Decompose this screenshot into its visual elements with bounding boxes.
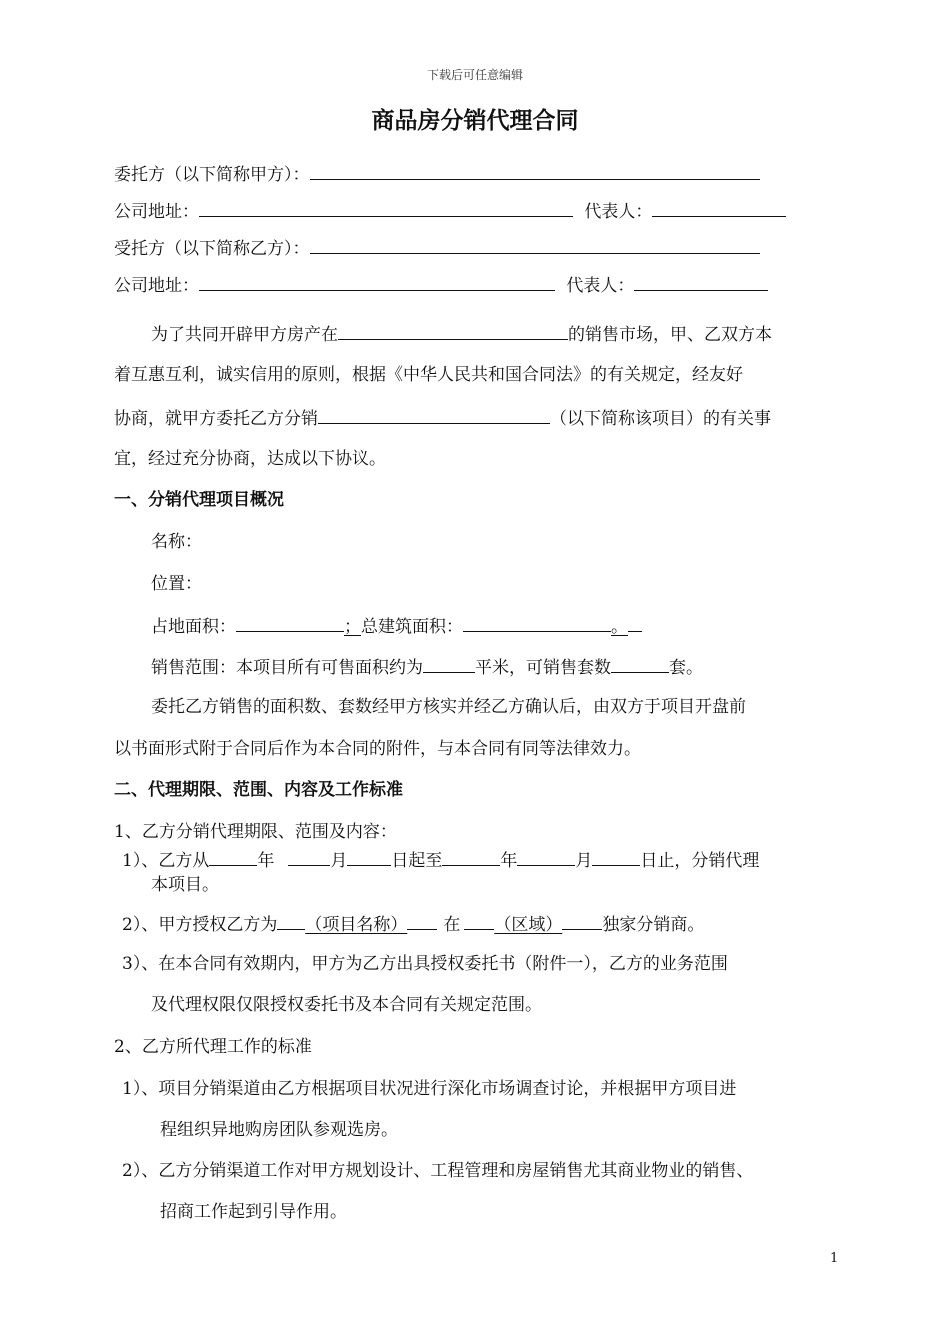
- region-placeholder: （区域）: [494, 915, 563, 935]
- intro-line-3: [114, 406, 771, 430]
- section-2-heading: 二、代理期限、范围、内容及工作标准: [114, 780, 403, 800]
- client-line: [114, 162, 760, 186]
- item-1-1-line-1: [122, 848, 759, 872]
- client-blank: [310, 162, 760, 180]
- market-blank: [338, 322, 568, 340]
- item-text: 在: [443, 915, 461, 935]
- item-2-2-line-1: 2）、乙方分销渠道工作对甲方规划设计、工程管理和房屋销售尤其商业物业的销售、: [122, 1161, 754, 1181]
- intro-line-2: 着互惠互利，诚实信用的原则，根据《中华人民共和国合同法》的有关规定，经友好: [114, 365, 743, 385]
- client-label: 委托方（以下简称甲方）：: [114, 165, 310, 185]
- project-blank: [318, 406, 550, 424]
- client-address-label: 公司地址：: [114, 202, 199, 222]
- item-text: 日止，分销代理: [640, 851, 760, 871]
- sales-text: 平米，可销售套数: [475, 658, 611, 678]
- item-text: 年: [500, 851, 518, 871]
- agent-blank: [310, 236, 760, 254]
- start-year-blank: [209, 848, 257, 866]
- sales-text: 套。: [669, 658, 703, 678]
- item-2-2-line-2: 招商工作起到引导作用。: [160, 1202, 347, 1222]
- section-1-para-line-2: 以书面形式附于合同后作为本合同的附件，与本合同有同等法律效力。: [114, 739, 641, 759]
- sales-units-blank: [611, 655, 669, 673]
- item-2-1-line-2: 程组织异地购房团队参观选房。: [160, 1120, 398, 1140]
- area-blank: [236, 614, 344, 632]
- item-1-3-line-2: 及代理权限仅限授权委托书及本合同有关规定范围。: [151, 995, 542, 1015]
- agent-address-line: [114, 273, 768, 297]
- agent-rep-label: 代表人：: [566, 276, 635, 296]
- intro-text: 为了共同开辟甲方房产在: [151, 325, 338, 345]
- area-line: [151, 614, 642, 638]
- period-mark: 。: [611, 617, 628, 637]
- project-name-placeholder: （项目名称）: [305, 915, 408, 935]
- section-1-para-line-1: 委托乙方销售的面积数、套数经甲方核实并经乙方确认后，由双方于项目开盘前: [151, 697, 746, 717]
- client-address-line: [114, 199, 786, 223]
- contract-title: 商品房分销代理合同: [371, 108, 579, 134]
- blank: [277, 912, 305, 930]
- item-text: 月: [330, 851, 348, 871]
- area-separator: ；: [344, 617, 361, 637]
- item-1-title: 1、乙方分销代理期限、范围及内容：: [114, 822, 397, 842]
- end-year-blank: [442, 848, 500, 866]
- blank: [464, 912, 494, 930]
- sales-line: [151, 655, 703, 679]
- end-month-blank: [517, 848, 575, 866]
- item-2-title: 2、乙方所代理工作的标准: [114, 1037, 312, 1057]
- end-day-blank: [592, 848, 640, 866]
- agent-line: [114, 236, 760, 260]
- intro-line-4: 宜，经过充分协商，达成以下协议。: [114, 449, 386, 469]
- client-rep-blank: [652, 199, 786, 217]
- agent-rep-blank: [634, 273, 768, 291]
- agent-label: 受托方（以下简称乙方）：: [114, 239, 310, 259]
- item-text: 年: [257, 851, 275, 871]
- total-area-label: 总建筑面积：: [361, 617, 463, 637]
- start-month-blank: [288, 848, 330, 866]
- trailing-blank: [628, 614, 642, 632]
- item-1-3-line-1: 3）、在本合同有效期内，甲方为乙方出具授权委托书（附件一），乙方的业务范围: [122, 954, 728, 974]
- item-2-1-line-1: 1）、项目分销渠道由乙方根据项目状况进行深化市场调查讨论，并根据甲方项目进: [122, 1079, 737, 1099]
- name-label: 名称：: [151, 532, 202, 552]
- sales-area-blank: [423, 655, 475, 673]
- item-text: 1）、乙方从: [122, 851, 210, 871]
- intro-text: 的销售市场，甲、乙双方本: [568, 325, 772, 345]
- blank: [407, 912, 437, 930]
- area-label: 占地面积：: [151, 617, 236, 637]
- item-text: 日起至: [391, 851, 443, 871]
- agent-address-label: 公司地址：: [114, 276, 199, 296]
- section-1-heading: 一、分销代理项目概况: [114, 490, 284, 510]
- start-day-blank: [347, 848, 391, 866]
- total-area-blank: [463, 614, 611, 632]
- item-text: 月: [575, 851, 593, 871]
- blank: [562, 912, 602, 930]
- item-1-2-line: [122, 912, 704, 936]
- header-note: 下载后可任意编辑: [426, 68, 523, 82]
- sales-text: 销售范围：本项目所有可售面积约为: [151, 658, 423, 678]
- page-number: 1: [830, 1251, 839, 1266]
- intro-text: 协商，就甲方委托乙方分销: [114, 409, 318, 429]
- client-address-blank: [199, 199, 573, 217]
- location-label: 位置：: [151, 574, 202, 594]
- intro-text: （以下简称该项目）的有关事: [550, 409, 771, 429]
- item-text: 独家分销商。: [602, 915, 705, 935]
- agent-address-blank: [199, 273, 555, 291]
- client-rep-label: 代表人：: [584, 202, 653, 222]
- item-1-1-line-2: 本项目。: [151, 875, 219, 895]
- intro-line-1: [151, 322, 772, 346]
- item-text: 2）、甲方授权乙方为: [122, 915, 278, 935]
